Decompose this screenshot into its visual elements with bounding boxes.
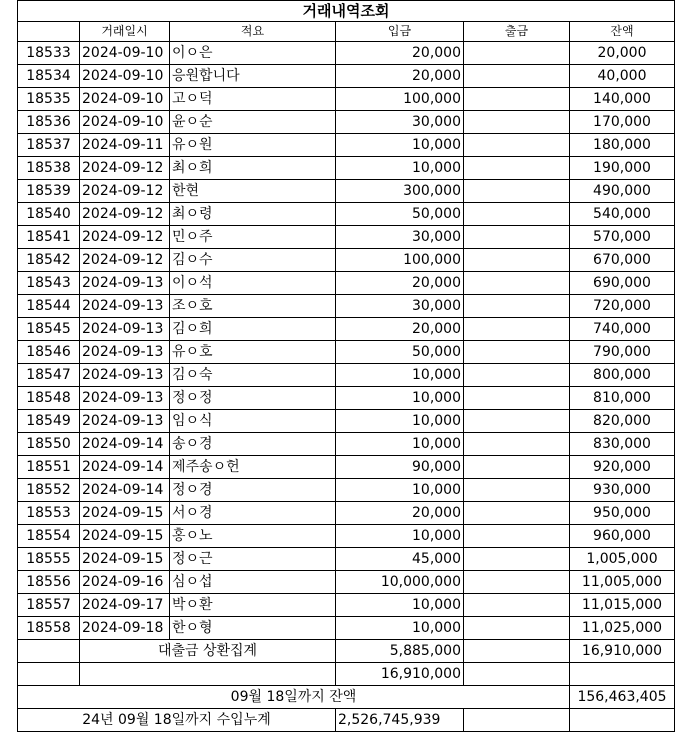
table-row (18, 203, 675, 226)
summary2-label-cell (80, 663, 336, 686)
summary-empty-cell (18, 640, 80, 663)
cell-memo: 홍ㅇ노 (170, 525, 336, 548)
cell-memo: 김ㅇ수 (170, 249, 336, 272)
cell-memo: 김ㅇ숙 (170, 364, 336, 387)
cell-withdraw (464, 617, 570, 640)
cell-memo: 박ㅇ환 (170, 594, 336, 617)
income-total-empty-2 (570, 709, 675, 732)
transaction-table (17, 0, 675, 732)
cell-no: 18539 (18, 180, 80, 203)
cell-deposit: 20,000 (336, 42, 464, 65)
cell-withdraw (464, 410, 570, 433)
cell-deposit: 20,000 (336, 318, 464, 341)
cell-no: 18536 (18, 111, 80, 134)
cell-memo: 조ㅇ호 (170, 295, 336, 318)
income-total-empty-1 (464, 709, 570, 732)
cell-date: 2024-09-10 (80, 65, 170, 88)
cell-deposit: 10,000 (336, 387, 464, 410)
cell-date: 2024-09-10 (80, 88, 170, 111)
cell-balance: 810,000 (570, 387, 675, 410)
summary2-balance (570, 663, 675, 686)
cell-withdraw (464, 364, 570, 387)
cell-no: 18546 (18, 341, 80, 364)
cell-balance: 570,000 (570, 226, 675, 249)
cell-memo: 응원합니다 (170, 65, 336, 88)
table-row (18, 364, 675, 387)
cell-balance: 960,000 (570, 525, 675, 548)
cell-deposit: 50,000 (336, 203, 464, 226)
summary-withdraw (464, 640, 570, 663)
cell-withdraw (464, 548, 570, 571)
cell-memo: 최ㅇ희 (170, 157, 336, 180)
cell-deposit: 100,000 (336, 88, 464, 111)
cell-deposit: 10,000 (336, 479, 464, 502)
cell-date: 2024-09-17 (80, 594, 170, 617)
table-row (18, 502, 675, 525)
header-no (18, 22, 80, 42)
table-row (18, 456, 675, 479)
cell-memo: 김ㅇ희 (170, 318, 336, 341)
cell-deposit: 20,000 (336, 65, 464, 88)
cell-withdraw (464, 65, 570, 88)
table-row (18, 410, 675, 433)
cell-deposit: 10,000 (336, 594, 464, 617)
cell-date: 2024-09-16 (80, 571, 170, 594)
cell-no: 18550 (18, 433, 80, 456)
cell-balance: 40,000 (570, 65, 675, 88)
table-row (18, 571, 675, 594)
cell-no: 18544 (18, 295, 80, 318)
cell-deposit: 100,000 (336, 249, 464, 272)
cell-memo: 정ㅇ근 (170, 548, 336, 571)
cell-no: 18554 (18, 525, 80, 548)
cell-date: 2024-09-13 (80, 318, 170, 341)
cell-withdraw (464, 456, 570, 479)
cell-memo: 유ㅇ호 (170, 341, 336, 364)
cell-withdraw (464, 341, 570, 364)
table-row (18, 479, 675, 502)
cell-date: 2024-09-12 (80, 203, 170, 226)
cell-no: 18548 (18, 387, 80, 410)
cell-balance: 800,000 (570, 364, 675, 387)
cell-memo: 최ㅇ령 (170, 203, 336, 226)
cell-withdraw (464, 571, 570, 594)
cell-balance: 11,005,000 (570, 571, 675, 594)
cell-withdraw (464, 318, 570, 341)
cell-date: 2024-09-14 (80, 433, 170, 456)
cell-balance: 540,000 (570, 203, 675, 226)
cell-memo: 윤ㅇ순 (170, 111, 336, 134)
cell-memo: 고ㅇ덕 (170, 88, 336, 111)
cell-balance: 670,000 (570, 249, 675, 272)
cell-date: 2024-09-15 (80, 525, 170, 548)
table-row (18, 295, 675, 318)
cell-date: 2024-09-14 (80, 479, 170, 502)
cell-withdraw (464, 502, 570, 525)
cell-memo: 이ㅇ석 (170, 272, 336, 295)
cell-deposit: 20,000 (336, 502, 464, 525)
cell-date: 2024-09-12 (80, 249, 170, 272)
title-row (18, 1, 675, 22)
cell-no: 18541 (18, 226, 80, 249)
cell-no: 18535 (18, 88, 80, 111)
cell-balance: 830,000 (570, 433, 675, 456)
table-row (18, 594, 675, 617)
cell-no: 18540 (18, 203, 80, 226)
cell-date: 2024-09-12 (80, 180, 170, 203)
header-date: 거래일시 (80, 22, 170, 42)
cell-no: 18555 (18, 548, 80, 571)
cell-withdraw (464, 42, 570, 65)
table-row (18, 525, 675, 548)
cell-deposit: 90,000 (336, 456, 464, 479)
header-row (18, 22, 675, 42)
cell-deposit: 45,000 (336, 548, 464, 571)
cell-date: 2024-09-15 (80, 548, 170, 571)
table-row (18, 65, 675, 88)
cell-withdraw (464, 479, 570, 502)
table-row (18, 433, 675, 456)
table-row (18, 157, 675, 180)
summary-row-2 (18, 663, 675, 686)
cell-deposit: 10,000 (336, 433, 464, 456)
cell-no: 18549 (18, 410, 80, 433)
cell-date: 2024-09-13 (80, 272, 170, 295)
cell-withdraw (464, 249, 570, 272)
cell-deposit: 30,000 (336, 226, 464, 249)
cell-balance: 920,000 (570, 456, 675, 479)
cell-deposit: 10,000 (336, 617, 464, 640)
transaction-sheet (17, 0, 675, 732)
cell-date: 2024-09-13 (80, 387, 170, 410)
summary2-withdraw (464, 663, 570, 686)
cell-no: 18552 (18, 479, 80, 502)
cell-date: 2024-09-12 (80, 226, 170, 249)
cell-balance: 20,000 (570, 42, 675, 65)
cell-date: 2024-09-13 (80, 410, 170, 433)
cell-balance: 180,000 (570, 134, 675, 157)
balance-total-row (18, 686, 675, 709)
balance-total-value: 156,463,405 (570, 686, 675, 709)
cell-memo: 정ㅇ정 (170, 387, 336, 410)
cell-date: 2024-09-14 (80, 456, 170, 479)
cell-balance: 1,005,000 (570, 548, 675, 571)
cell-deposit: 30,000 (336, 111, 464, 134)
cell-withdraw (464, 226, 570, 249)
cell-withdraw (464, 203, 570, 226)
cell-date: 2024-09-11 (80, 134, 170, 157)
table-row (18, 318, 675, 341)
income-total-value: 2,526,745,939 (336, 709, 464, 732)
cell-withdraw (464, 111, 570, 134)
cell-deposit: 300,000 (336, 180, 464, 203)
cell-deposit: 10,000 (336, 134, 464, 157)
income-total-label: 24년 09월 18일까지 수입누계 (18, 709, 336, 732)
cell-memo: 임ㅇ식 (170, 410, 336, 433)
cell-date: 2024-09-10 (80, 111, 170, 134)
balance-total-label: 09월 18일까지 잔액 (18, 686, 570, 709)
table-row (18, 341, 675, 364)
cell-memo: 한ㅇ형 (170, 617, 336, 640)
summary2-deposit: 16,910,000 (336, 663, 464, 686)
cell-balance: 490,000 (570, 180, 675, 203)
cell-no: 18556 (18, 571, 80, 594)
cell-withdraw (464, 594, 570, 617)
table-row (18, 180, 675, 203)
table-row (18, 226, 675, 249)
cell-withdraw (464, 157, 570, 180)
cell-date: 2024-09-15 (80, 502, 170, 525)
cell-memo: 민ㅇ주 (170, 226, 336, 249)
summary-row (18, 640, 675, 663)
cell-no: 18543 (18, 272, 80, 295)
cell-no: 18534 (18, 65, 80, 88)
cell-withdraw (464, 272, 570, 295)
cell-no: 18558 (18, 617, 80, 640)
summary-label: 대출금 상환집계 (80, 640, 336, 663)
cell-withdraw (464, 433, 570, 456)
table-row (18, 42, 675, 65)
cell-memo: 심ㅇ섭 (170, 571, 336, 594)
cell-balance: 950,000 (570, 502, 675, 525)
cell-memo: 송ㅇ경 (170, 433, 336, 456)
cell-no: 18538 (18, 157, 80, 180)
cell-withdraw (464, 387, 570, 410)
cell-no: 18553 (18, 502, 80, 525)
table-row (18, 111, 675, 134)
summary-balance: 16,910,000 (570, 640, 675, 663)
cell-deposit: 30,000 (336, 295, 464, 318)
cell-no: 18545 (18, 318, 80, 341)
table-row (18, 617, 675, 640)
cell-balance: 690,000 (570, 272, 675, 295)
cell-deposit: 10,000 (336, 525, 464, 548)
header-deposit: 입금 (336, 22, 464, 42)
cell-balance: 930,000 (570, 479, 675, 502)
cell-balance: 140,000 (570, 88, 675, 111)
table-row (18, 134, 675, 157)
cell-memo: 정ㅇ경 (170, 479, 336, 502)
header-balance: 잔액 (570, 22, 675, 42)
cell-balance: 11,025,000 (570, 617, 675, 640)
cell-date: 2024-09-13 (80, 364, 170, 387)
cell-deposit: 10,000 (336, 364, 464, 387)
cell-deposit: 10,000,000 (336, 571, 464, 594)
header-withdraw: 출금 (464, 22, 570, 42)
sheet-title: 거래내역조회 (18, 1, 675, 22)
cell-balance: 740,000 (570, 318, 675, 341)
cell-balance: 11,015,000 (570, 594, 675, 617)
cell-deposit: 50,000 (336, 341, 464, 364)
cell-date: 2024-09-12 (80, 157, 170, 180)
cell-date: 2024-09-18 (80, 617, 170, 640)
cell-memo: 서ㅇ경 (170, 502, 336, 525)
table-row (18, 272, 675, 295)
table-row (18, 548, 675, 571)
cell-withdraw (464, 88, 570, 111)
cell-balance: 790,000 (570, 341, 675, 364)
cell-withdraw (464, 525, 570, 548)
cell-deposit: 10,000 (336, 157, 464, 180)
table-row (18, 387, 675, 410)
cell-balance: 720,000 (570, 295, 675, 318)
cell-memo: 이ㅇ은 (170, 42, 336, 65)
cell-balance: 170,000 (570, 111, 675, 134)
cell-deposit: 10,000 (336, 410, 464, 433)
cell-no: 18537 (18, 134, 80, 157)
cell-withdraw (464, 295, 570, 318)
cell-no: 18557 (18, 594, 80, 617)
cell-memo: 유ㅇ원 (170, 134, 336, 157)
cell-memo: 제주송ㅇ헌 (170, 456, 336, 479)
cell-date: 2024-09-13 (80, 341, 170, 364)
header-memo: 적요 (170, 22, 336, 42)
cell-no: 18542 (18, 249, 80, 272)
income-total-row (18, 709, 675, 732)
summary2-empty-cell (18, 663, 80, 686)
table-row (18, 249, 675, 272)
cell-date: 2024-09-10 (80, 42, 170, 65)
cell-no: 18533 (18, 42, 80, 65)
cell-memo: 한현 (170, 180, 336, 203)
cell-withdraw (464, 180, 570, 203)
cell-deposit: 20,000 (336, 272, 464, 295)
summary-deposit: 5,885,000 (336, 640, 464, 663)
cell-balance: 820,000 (570, 410, 675, 433)
cell-date: 2024-09-13 (80, 295, 170, 318)
table-row (18, 88, 675, 111)
cell-no: 18551 (18, 456, 80, 479)
cell-withdraw (464, 134, 570, 157)
cell-balance: 190,000 (570, 157, 675, 180)
cell-no: 18547 (18, 364, 80, 387)
